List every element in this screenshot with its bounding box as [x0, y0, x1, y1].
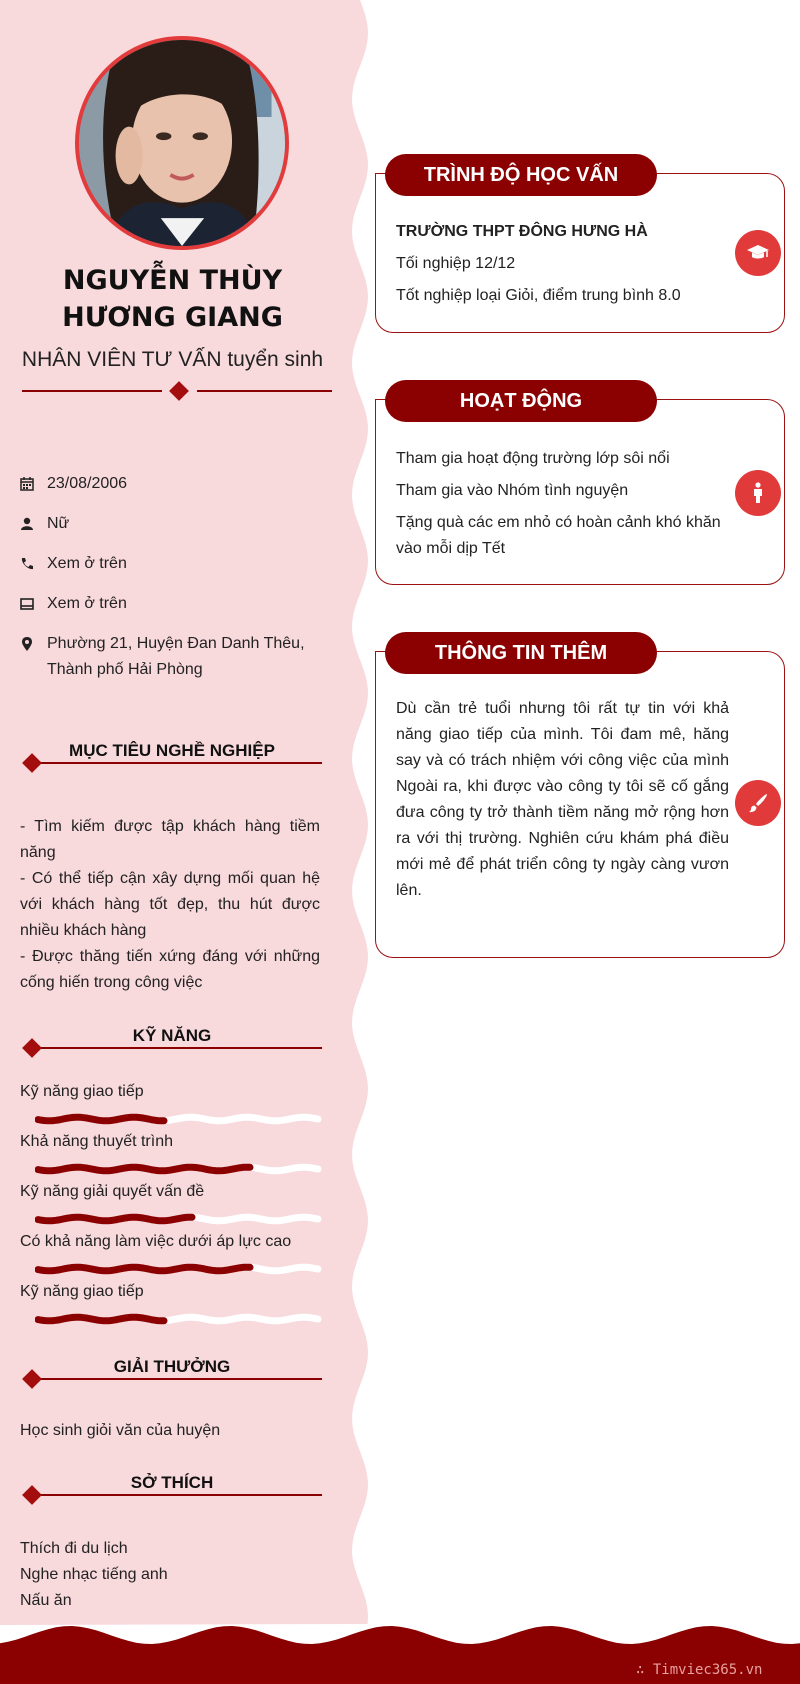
skill-bar-fill — [38, 1317, 164, 1321]
graduation-cap-icon — [746, 241, 770, 265]
contact-phone — [20, 551, 320, 577]
hobbies-list — [20, 1536, 168, 1614]
address-line-2: Thành phố Hải Phòng — [47, 661, 203, 678]
avatar-photo — [79, 40, 285, 246]
skill-bar — [35, 1162, 322, 1176]
job-title: NHÂN VIÊN TƯ VẤN tuyển sinh — [21, 348, 324, 371]
phone-icon — [20, 557, 34, 571]
phone-value: Xem ở trên — [47, 555, 127, 572]
award-item: Học sinh giỏi văn của huyện — [20, 1422, 221, 1439]
additional-text: Dù cần trẻ tuổi nhưng tôi rất tự tin với khả năng giao tiếp của mình. Tôi đam mê, hăng say và có trách nhiệm với công việc của mình Ngoài ra, khi được vào công ty tôi sẽ cố gắng đưa công ty trở thành tiềm năng mở rộng hơn ra với thị trường. Nghiên cứu khám phá điều mới mẻ để phát triển công ty ngày càng vươn lên. — [396, 700, 729, 899]
map-pin-icon — [20, 637, 34, 651]
skill-label: Khả năng thuyết trình — [20, 1133, 173, 1150]
skill-label: Có khả năng làm việc dưới áp lực cao — [20, 1233, 292, 1250]
awards-title: GIẢI THƯỞNG — [113, 1357, 231, 1376]
contact-email — [20, 591, 320, 617]
skill-bar-fill — [38, 1267, 250, 1271]
hobby-item: Nấu ăn — [20, 1592, 72, 1609]
email-value: Xem ở trên — [47, 595, 127, 612]
education-icon-badge — [735, 230, 781, 276]
hobby-item: Thích đi du lịch — [20, 1540, 128, 1557]
skill-bar — [35, 1112, 322, 1126]
hobbies-heading — [22, 1473, 322, 1499]
hobby-item: Nghe nhạc tiếng anh — [20, 1566, 168, 1583]
skill-bar-fill — [38, 1167, 250, 1171]
objective-text — [20, 814, 320, 996]
activity-item: Tặng quà các em nhỏ có hoàn cảnh khó khăn vào mỗi dịp Tết — [396, 514, 721, 557]
activity-item: Tham gia vào Nhóm tình nguyện — [396, 482, 629, 499]
footer-watermark: ∴ Timviec365.vn — [636, 1662, 763, 1678]
skill-bar-fill — [38, 1217, 192, 1221]
skills-heading — [22, 1026, 322, 1052]
person-icon — [746, 481, 770, 505]
envelope-icon — [20, 597, 34, 611]
skill-bar — [35, 1212, 322, 1226]
paintbrush-icon — [746, 791, 770, 815]
contact-birthday — [20, 471, 320, 497]
address-line-1: Phường 21, Huyện Đan Danh Thêu, — [47, 635, 305, 652]
candidate-name — [20, 262, 325, 336]
skill-bar-fill — [38, 1117, 164, 1121]
activities-card — [375, 399, 785, 585]
contact-address — [20, 631, 320, 683]
objective-heading — [22, 741, 322, 767]
contact-gender — [20, 511, 320, 537]
objective-line: - Được thăng tiến xứng đáng với những cống hiến trong công việc — [20, 948, 320, 991]
education-card — [375, 173, 785, 333]
education-title: TRÌNH ĐỘ HỌC VẤN — [385, 154, 657, 196]
activities-title: HOẠT ĐỘNG — [385, 380, 657, 422]
hobbies-title: SỞ THÍCH — [130, 1473, 214, 1492]
education-line: Tốt nghiệp loại Giỏi, điểm trung bình 8.0 — [396, 287, 681, 304]
objective-title: MỤC TIÊU NGHỀ NGHIỆP — [69, 741, 275, 760]
skill-label: Kỹ năng giải quyết vấn đề — [20, 1183, 205, 1200]
user-icon — [20, 517, 34, 531]
skills-title: KỸ NĂNG — [132, 1026, 212, 1045]
education-school: TRƯỜNG THPT ĐÔNG HƯNG HÀ — [396, 223, 648, 240]
name-line-1: NGUYỄN THÙY — [62, 265, 283, 296]
birthday-value: 23/08/2006 — [47, 475, 128, 492]
skill-bar — [35, 1312, 322, 1326]
calendar-icon — [20, 477, 34, 491]
additional-card — [375, 651, 785, 958]
activities-icon-badge — [735, 470, 781, 516]
title-divider — [22, 383, 332, 399]
objective-line: - Có thể tiếp cận xây dựng mối quan hệ với khách hàng tốt đẹp, thu hút được nhiều khách hàng — [20, 870, 320, 939]
objective-line: - Tìm kiếm được tập khách hàng tiềm năng — [20, 818, 320, 861]
name-line-2: HƯƠNG GIANG — [62, 302, 283, 333]
avatar — [75, 36, 289, 250]
awards-heading — [22, 1357, 322, 1383]
additional-icon-badge — [735, 780, 781, 826]
skill-bar — [35, 1262, 322, 1276]
activity-item: Tham gia hoạt động trường lớp sôi nổi — [396, 450, 670, 467]
skill-label: Kỹ năng giao tiếp — [20, 1283, 144, 1300]
additional-title: THÔNG TIN THÊM — [385, 632, 657, 674]
education-line: Tối nghiệp 12/12 — [396, 255, 516, 272]
skill-label: Kỹ năng giao tiếp — [20, 1083, 144, 1100]
gender-value: Nữ — [47, 515, 70, 532]
